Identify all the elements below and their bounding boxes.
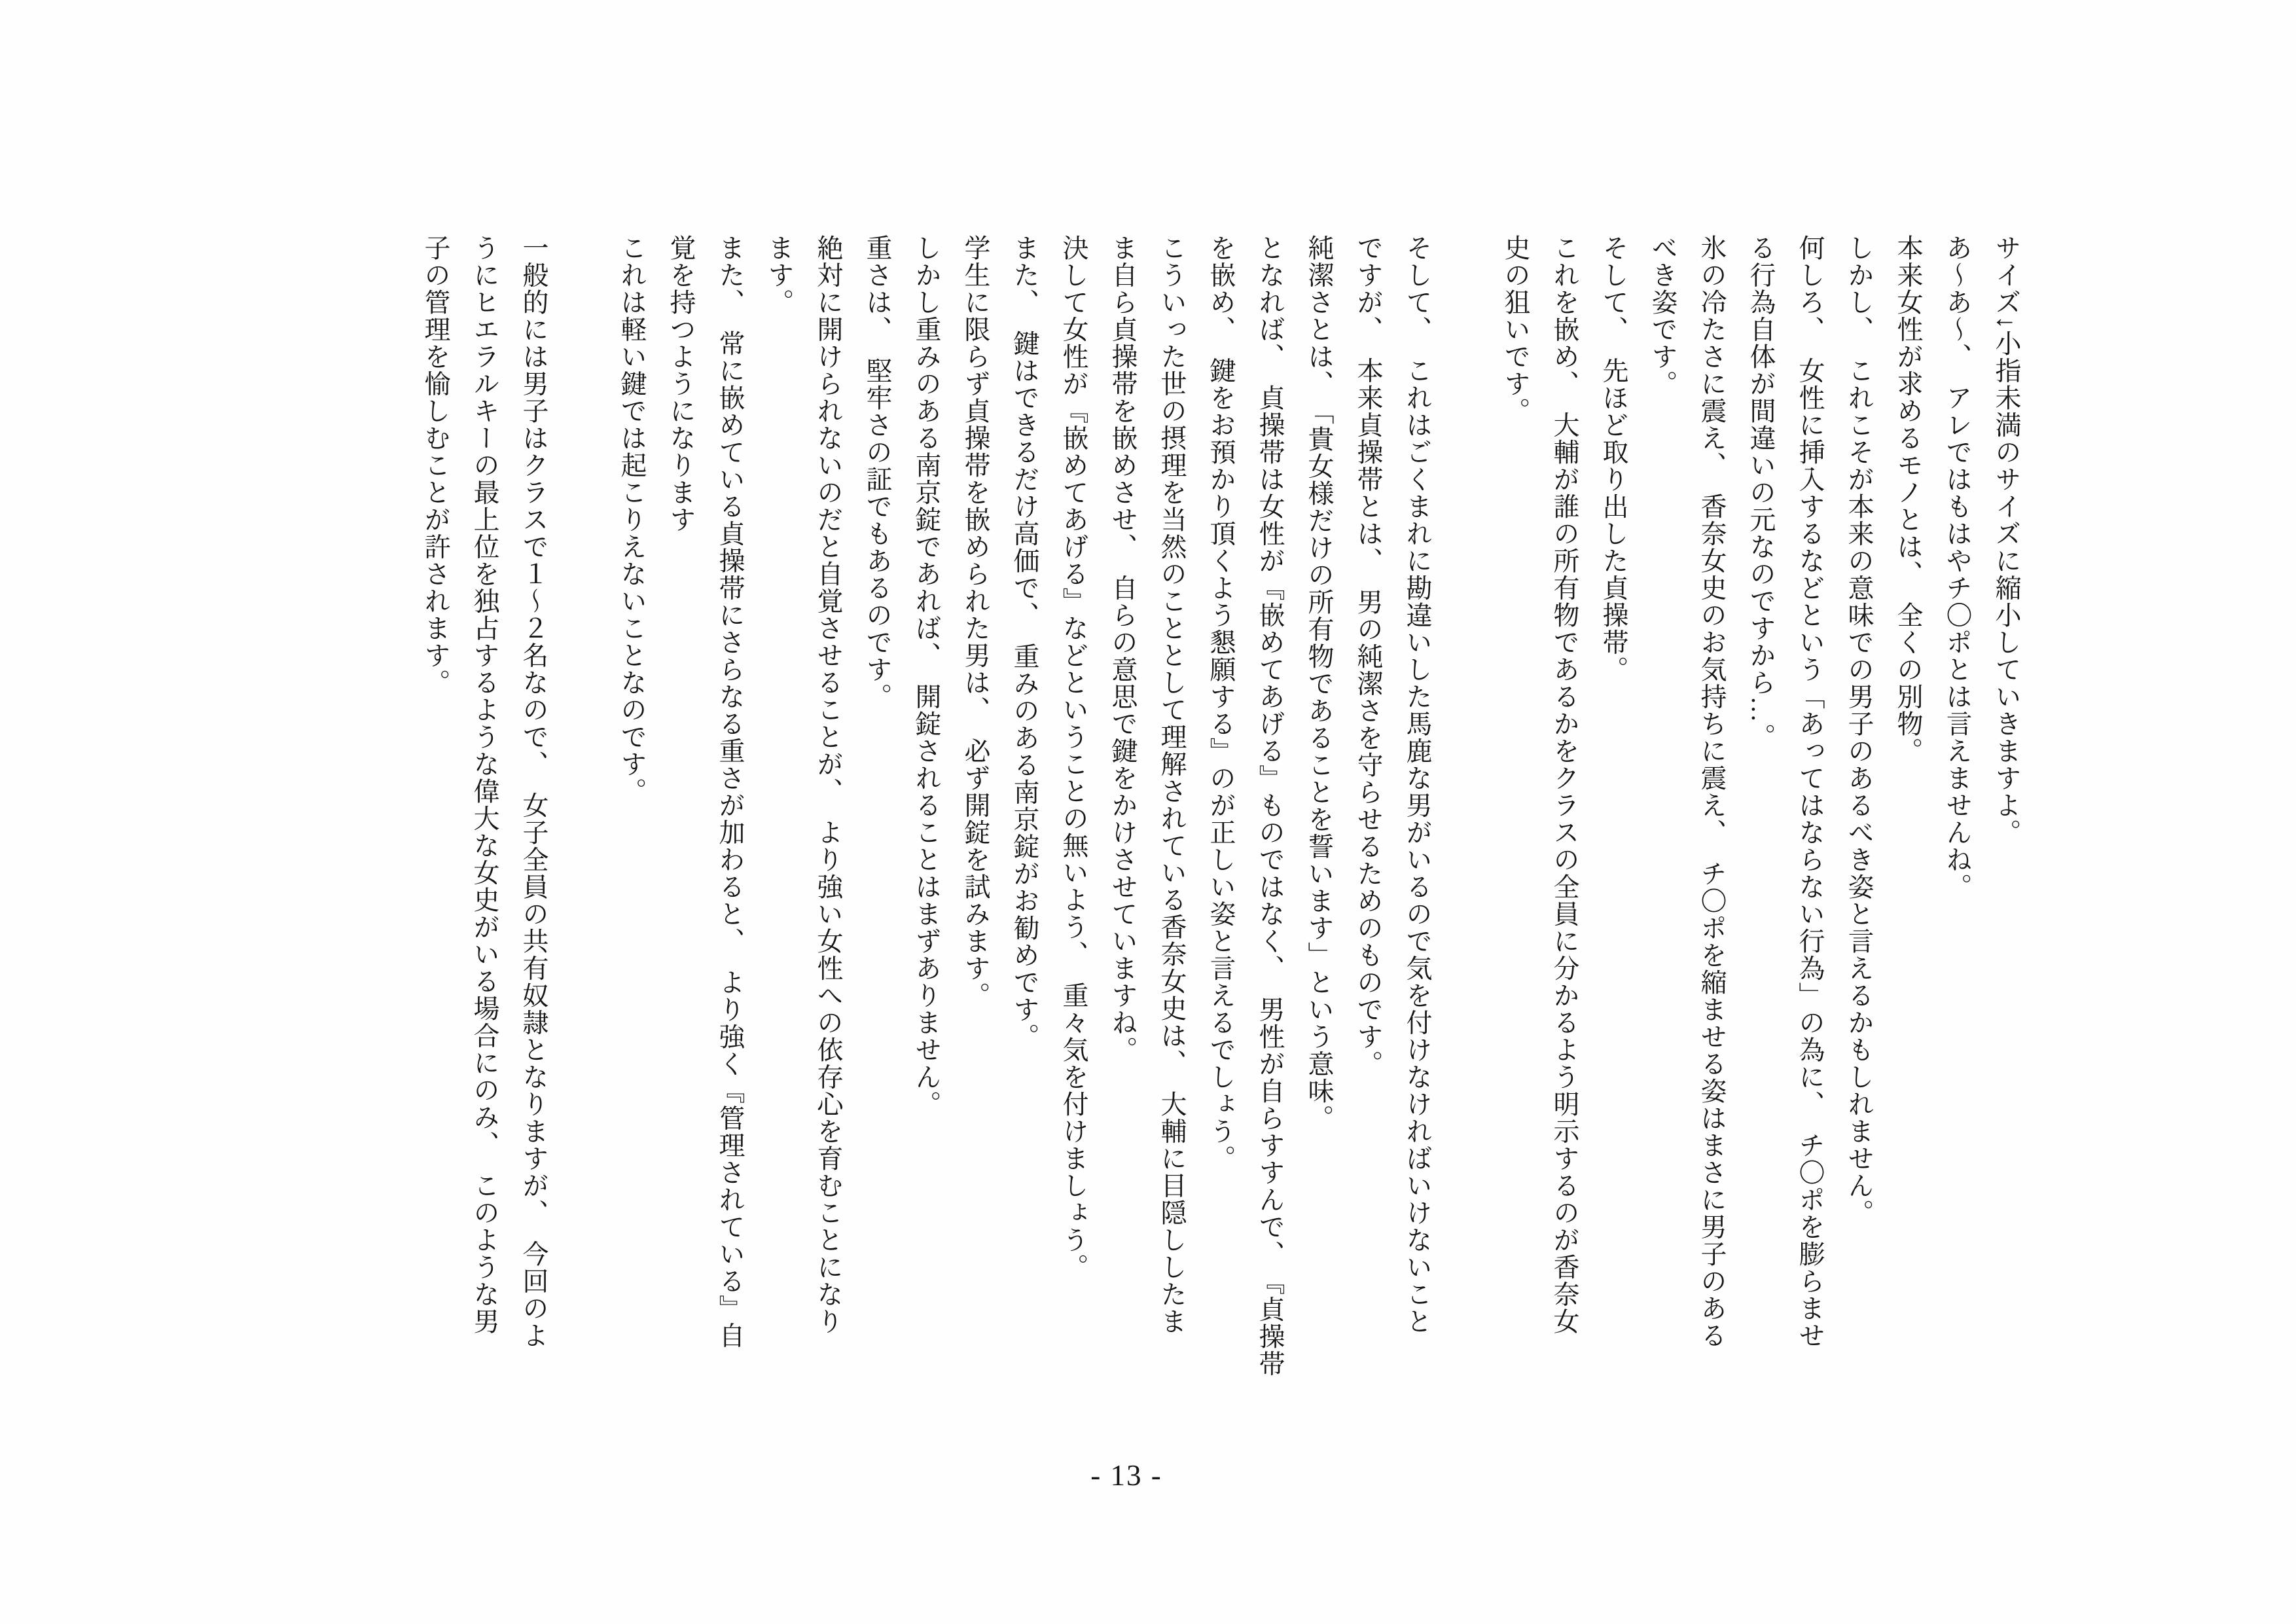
text-column: しかし重みのある南京錠であれば、 開錠されることはまずありません。	[912, 234, 941, 1118]
text-column: べき姿です。	[1648, 234, 1677, 397]
text-column: となれば、 貞操帯は女性が『嵌めてあげる』ものではなく、 男性が自らすすんで、 『貞操帯	[1255, 234, 1285, 1377]
text-column: 学生に限らず貞操帯を嵌められた男は、 必ず開錠を試みます。	[961, 234, 990, 1009]
text-column: 一般的には男子はクラスで１〜２名なので、 女子全員の共有奴隷となりますが、 今回のよ	[519, 234, 548, 1349]
text-column: る行為自体が間違いの元なのですから…。	[1746, 234, 1776, 751]
text-column: これを嵌め、 大輔が誰の所有物であるかをクラスの全員に分かるよう明示するのが香奈女	[1550, 234, 1579, 1335]
text-column: こういった世の摂理を当然のこととして理解されている香奈女史は、 大輔に目隠ししたま	[1157, 234, 1187, 1335]
text-column: ですが、 本来貞操帯とは、 男の純潔さを守らせるためのものです。	[1354, 234, 1383, 1077]
text-column: 重さは、 堅牢さの証でもあるのです。	[863, 234, 892, 710]
text-column: 史の狙いです。	[1501, 234, 1530, 425]
page-number: - 13 -	[1090, 1459, 1162, 1492]
text-column: 本来女性が求めるモノとは、 全くの別物。	[1893, 234, 1923, 765]
text-column: ます。	[764, 234, 794, 316]
paragraph-break-column	[568, 234, 596, 1413]
paragraph-break-column	[1452, 234, 1479, 1413]
text-column: また、 鍵はできるだけ高価で、 重みのある南京錠がお勧めです。	[1010, 234, 1039, 1051]
text-column: 純潔さとは、 「貴女様だけの所有物であることを誓います」という意味。	[1304, 234, 1334, 1132]
text-column: を嵌め、 鍵をお預かり頂くよう懇願する』のが正しい姿と言えるでしょう。	[1206, 234, 1236, 1172]
text-column: そして、 これはごくまれに勘違いした馬鹿な男がいるので気を付けなければいけないこと	[1403, 234, 1432, 1335]
text-column: うにヒエラルキーの最上位を独占するような偉大な女史がいる場合にのみ、 このような男	[470, 234, 499, 1335]
text-column: また、 常に嵌めている貞操帯にさらなる重さが加わると、 より強く『管理されている』自	[715, 234, 745, 1349]
text-column: 絶対に開けられないのだと自覚させることが、 より強い女性への依存心を育むことになり	[814, 234, 843, 1335]
body-text	[399, 234, 2019, 1413]
text-column: 何しろ、 女性に挿入するなどという「あってはならない行為」の為に、 チ〇ポを膨らませ	[1795, 234, 1825, 1349]
text-column: あ〜あ〜、 アレではもはやチ〇ポとは言えませんね。	[1943, 234, 1972, 901]
text-column: ま自ら貞操帯を嵌めさせ、 自らの意思で鍵をかけさせていますね。	[1108, 234, 1138, 1064]
text-column: 覚を持つようになります	[666, 234, 696, 533]
text-column: しかし、 これこそが本来の意味での男子のあるべき姿と言えるかもしれません。	[1844, 234, 1874, 1227]
text-column: 氷の冷たさに震え、 香奈女史のお気持ちに震え、 チ〇ポを縮ませる姿はまさに男子のある	[1697, 234, 1727, 1349]
text-column: これは軽い鍵では起こりえないことなのです。	[617, 234, 647, 805]
text-column: そして、 先ほど取り出した貞操帯。	[1599, 234, 1628, 683]
text-column: 子の管理を愉しむことが許されます。	[421, 234, 450, 696]
text-column: サイズ↓小指未満のサイズに縮小していきますよ。	[1992, 234, 2021, 846]
text-column: 決して女性が『嵌めてあげる』などということの無いよう、 重々気を付けましょう。	[1059, 234, 1088, 1281]
